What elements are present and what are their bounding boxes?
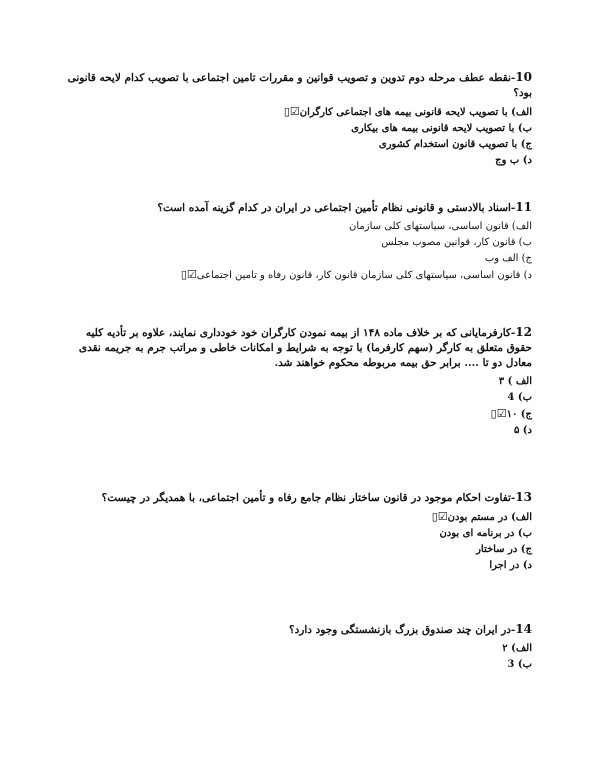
option-d: د) قانون اساسی، سیاستهای کلی سازمان قانون کار، قانون رفاه و تامین اجتماعی☑▯ [180,268,532,281]
option-d: د) در اجرا [489,560,532,571]
question-12 [62,325,532,439]
question-11 [62,200,532,284]
option-b: ب) 4 [507,392,532,403]
checkbox-checked-icon: ☑▯ [283,105,300,118]
option-c: ج) ۱۰☑▯ [490,407,532,420]
checkbox-checked-icon: ☑▯ [490,407,507,420]
option-b: ب) با تصویب لایحه قانونی بیمه های بیکاری [351,123,532,134]
option-c: ج) با تصویب قانون استخدام کشوری [378,139,532,150]
option-a: الف) قانون اساسی، سیاستهای کلی سازمان [349,221,532,232]
question-text: 12-کارفرمایانی که بر خلاف ماده ۱۴۸ از بیمه نمودن کارگران خود خودداری نمایند، علاوه بر تأدیه کلیه حقوق متعلق به کارگر (سهم کارفرما) با توجه به شرایط و امکانات خاطی و مراتب جرم به جریمه نقدی معادل دو تا .... برابر حق بیمه مربوطه محکوم خواهند شد. [78,325,532,369]
option-a: الف ) ۳ [498,376,532,387]
question-text: 10-نقطه عطف مرحله دوم تدوین و تصویب قوانین و مقررات تامین اجتماعی با تصویب کدام لایحه قانونی بود؟ [67,70,532,99]
option-d: د) ب وج [495,155,532,166]
option-c: ج) در ساختار [476,544,532,555]
checkbox-checked-icon: ☑▯ [180,268,197,281]
question-text: 14-در ایران چند صندوق بزرگ بازنشستگی وجود دارد؟ [289,622,532,636]
option-a: الف) ۲ [502,643,532,654]
question-number: 13 [515,490,532,504]
option-b: ب) در برنامه ای بودن [439,528,532,539]
question-number: 14 [515,622,532,636]
option-b: ب) قانون کار، قوانین مصوب مجلس [381,237,532,248]
option-a: الف) در مستم بودن☑▯ [431,510,532,523]
question-number: 11 [515,200,532,214]
option-a: الف) با تصویب لایحه قانونی بیمه های اجتماعی کارگران☑▯ [283,105,532,118]
option-d: د) ۵ [513,425,532,436]
question-text: 11-اسناد بالادستی و قانونی نظام تأمین اجتماعی در ایران در کدام گزینه آمده است؟ [157,200,532,214]
question-number: 12 [515,325,532,339]
question-text: 13-تفاوت احکام موجود در قانون ساختار نظام جامع رفاه و تأمین اجتماعی، با همدیگر در چیست؟ [101,490,532,504]
question-10 [62,70,532,169]
question-13 [62,490,532,574]
option-c: ج) الف وب [484,253,532,264]
question-number: 10 [515,70,532,84]
question-14 [62,622,532,673]
option-b: ب) 3 [507,659,532,670]
checkbox-checked-icon: ☑▯ [431,510,448,523]
